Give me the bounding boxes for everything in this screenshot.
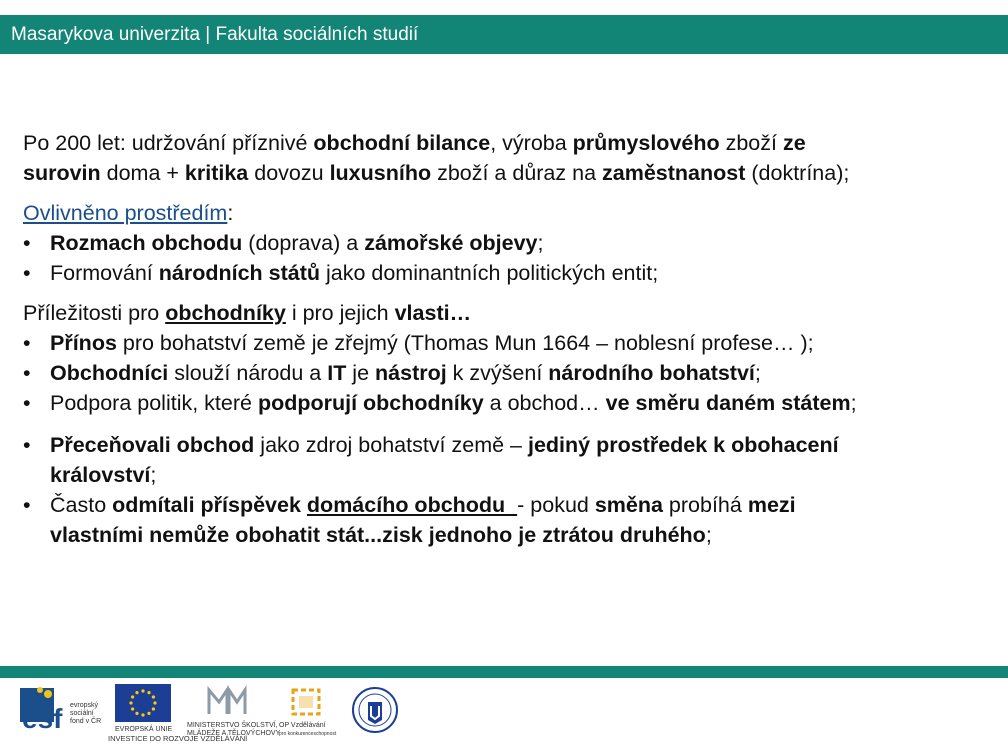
text-run: Po 200 let: udržování příznivé [23,131,314,155]
opportunity-heading [23,298,998,328]
mu-logo [351,684,399,744]
eu-star-icon [131,695,134,698]
list-item [23,228,998,258]
list-item-line [50,430,998,460]
text-run: ze [782,131,806,155]
text-run: ve směru daném státem [605,391,851,415]
bullet-icon: • [23,433,31,457]
bullet-icon: • [23,231,31,255]
text-run: obchodní bilance [313,131,491,155]
list-item [23,490,998,550]
influence-heading-colon: : [227,201,234,225]
msmt-text-1: MINISTERSTVO ŠKOLSTVÍ, [187,722,278,729]
list-item-line [50,520,998,550]
text-run: průmyslového [572,131,720,155]
eu-text: EVROPSKÁ UNIE [115,726,173,733]
list-item [23,430,998,490]
text-run: jako zdroj bohatství země – [254,433,528,457]
header-title: Masarykova univerzita | Fakulta sociálních studií [11,24,419,45]
text-run: ; [705,523,712,547]
msmt-icon [205,684,249,718]
text-run: vlastními nemůže obohatit stát...zisk jednoho je ztrátou druhého [50,523,706,547]
text-run: obchodníky [165,301,286,325]
text-run: probíhá [662,493,748,517]
text-run: ; [850,391,857,415]
text-run: Přínos [50,331,117,355]
footer-bar [0,666,1008,678]
text-run: k zvýšení [446,361,549,385]
text-run: mezi [747,493,796,517]
investment-text: INVESTICE DO ROZVOJE VZDĚLÁVÁNÍ [108,734,248,743]
list-item-text [50,490,998,550]
text-run: zaměstnanost [602,161,746,185]
critique-section [23,430,998,550]
text-run: Často [50,493,113,517]
text-run: jako dominantních politických entit; [320,261,659,285]
text-run: zámořské objevy [364,231,538,255]
text-run: zboží [719,131,783,155]
eu-star-icon [135,691,138,694]
msmt-text-2: MLÁDEŽE A TĚLOVÝCHOVY [187,730,281,737]
text-run: surovin [23,161,101,185]
eu-star-icon [131,707,134,710]
eu-flag-icon [115,684,171,722]
eu-star-icon [152,707,155,710]
text-run: Rozmach obchodu [50,231,243,255]
op-icon [287,684,327,720]
text-run: a obchod… [483,391,606,415]
text-run: IT [327,361,347,385]
text-run: království [50,463,151,487]
text-run: kritika [184,161,249,185]
text-run: ; [754,361,761,385]
slide-content [23,128,998,550]
list-item [23,258,998,288]
esf-logo [18,684,103,744]
text-run: ; [537,231,544,255]
influence-heading-line [23,198,998,228]
list-item-text [50,388,998,418]
intro-line-2 [23,158,998,188]
bullet-icon: • [23,361,31,385]
list-item-text [50,430,998,490]
header-bar [0,15,1008,54]
opportunity-section [23,298,998,418]
text-run: nástroj [375,361,447,385]
eu-star-icon [141,689,144,692]
text-run: Obchodníci [50,361,169,385]
text-run: národních států [158,261,320,285]
text-run: doma + [100,161,185,185]
text-run: podporují obchodníky [257,391,484,415]
bullet-icon: • [23,493,31,517]
list-item [23,358,998,388]
eu-star-icon [147,691,150,694]
text-run: slouží národu a [168,361,328,385]
influence-heading: Ovlivněno prostředím [23,201,228,225]
eu-star-icon [152,695,155,698]
text-run: Příležitosti pro [23,301,166,325]
list-item-text [50,258,998,288]
eu-star-icon [129,701,132,704]
list-item-line [50,460,998,490]
text-run: dovozu [248,161,330,185]
text-run: pro bohatství země je zřejmý (Thomas Mun 1664 – noblesní profese… ); [116,331,814,355]
intro-line-1 [23,128,998,158]
list-item [23,388,998,418]
svg-text:esf: esf [22,703,63,734]
eu-star-icon [135,712,138,715]
list-item-line [50,490,998,520]
eu-star-icon [153,701,156,704]
mu-seal-icon [351,684,399,740]
influence-section [23,198,998,288]
text-run: Podpora politik, které [50,391,258,415]
eu-star-icon [147,712,150,715]
text-run: je [346,361,376,385]
text-run: (doktrína); [745,161,850,185]
list-item-text [50,228,998,258]
text-run: směna [594,493,663,517]
text-run: zboží a důraz na [431,161,603,185]
text-run: národního bohatství [548,361,755,385]
text-run: - pokud [517,493,595,517]
list-item-text [50,358,998,388]
text-run: Přeceňovali obchod [50,433,255,457]
esf-text-3: fond v ČR [70,718,102,725]
eu-star-icon [141,713,144,716]
bullet-icon: • [23,391,31,415]
text-run: ; [150,463,157,487]
list-item [23,328,998,358]
text-run: odmítali příspěvek [112,493,301,517]
bullet-icon: • [23,331,31,355]
op-logo [279,684,339,744]
text-run: , výroba [490,131,573,155]
text-run: luxusního [329,161,432,185]
text-run: Formování [50,261,159,285]
text-run: jediný prostředek k obohacení [527,433,839,457]
esf-text-2: sociální [70,710,94,717]
op-text-2: pro konkurenceschopnost [279,731,337,737]
text-run: i pro jejich [285,301,395,325]
list-item-text [50,328,998,358]
op-text-1: OP Vzdělávání [279,722,326,729]
text-run: domácího obchodu [306,493,518,517]
text-run: vlasti… [394,301,472,325]
text-run: (doprava) a [242,231,365,255]
bullet-icon: • [23,261,31,285]
esf-text-1: evropský [70,702,99,709]
